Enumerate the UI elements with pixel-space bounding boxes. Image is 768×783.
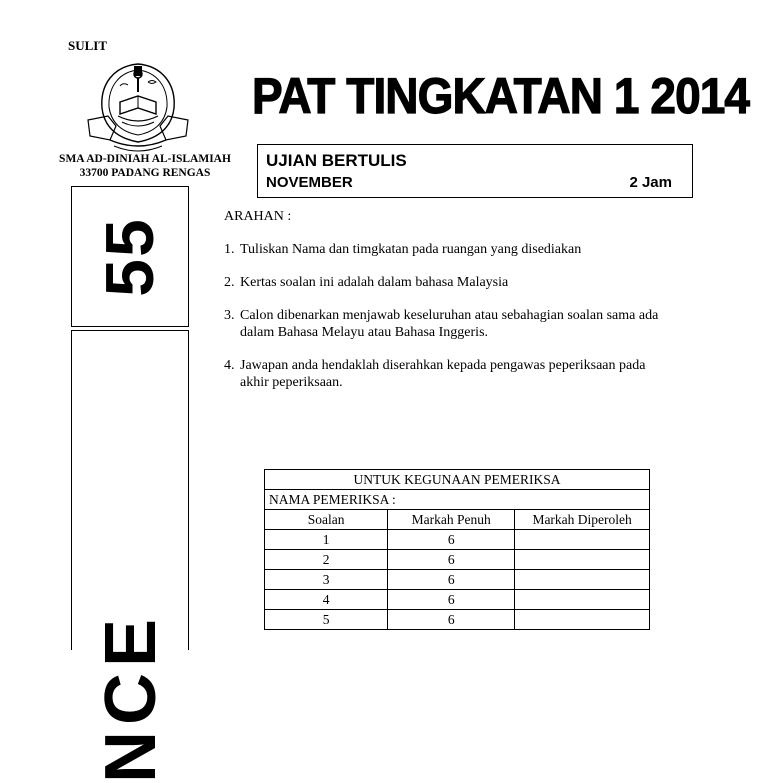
question-number: 1 (265, 530, 388, 550)
sulit-label: SULIT (68, 38, 108, 53)
question-number: 2 (265, 550, 388, 570)
column-header: Markah Diperoleh (515, 510, 650, 530)
mark-obtained-cell[interactable] (515, 590, 650, 610)
instruction-item (224, 274, 664, 291)
full-mark: 6 (388, 570, 515, 590)
school-info (40, 152, 250, 180)
table-row (265, 610, 650, 630)
table-row (265, 590, 650, 610)
column-header: Markah Penuh (388, 510, 515, 530)
instruction-text: Tuliskan Nama dan timgkatan pada ruangan yang disediakan (240, 242, 582, 257)
instructions (224, 208, 664, 407)
instruction-text: Calon dibenarkan menjawab keseluruhan atau sebahagian soalan sama ada dalam Bahasa Melayu atau Bahasa Inggeris. (240, 308, 659, 340)
instructions-list (224, 241, 664, 391)
question-number: 3 (265, 570, 388, 590)
school-name: SMA AD-DINIAH AL-ISLAMIAH (59, 153, 231, 165)
mark-obtained-cell[interactable] (515, 570, 650, 590)
test-month: NOVEMBER (266, 174, 353, 191)
test-type: UJIAN BERTULIS (266, 151, 407, 170)
table-row (265, 530, 650, 550)
instructions-heading: ARAHAN : (224, 209, 292, 224)
table-row (265, 570, 650, 590)
full-mark: 6 (388, 610, 515, 630)
question-number: 4 (265, 590, 388, 610)
question-number: 5 (265, 610, 388, 630)
instruction-number: 4. (224, 358, 235, 373)
examiner-table (264, 469, 650, 630)
table-row (265, 550, 650, 570)
full-mark: 6 (388, 550, 515, 570)
instruction-item (224, 357, 664, 391)
test-info-box (257, 144, 693, 198)
instruction-number: 3. (224, 308, 235, 323)
mark-obtained-cell[interactable] (515, 530, 650, 550)
instruction-item (224, 307, 664, 341)
instruction-text: Kertas soalan ini adalah dalam bahasa Malaysia (240, 275, 509, 290)
subject-box (71, 330, 189, 783)
school-crest-icon (86, 60, 190, 154)
mark-obtained-cell[interactable] (515, 550, 650, 570)
full-mark: 6 (388, 530, 515, 550)
examiner-name-field[interactable]: NAMA PEMERIKSA : (265, 490, 650, 510)
instruction-text: Jawapan anda hendaklah diserahkan kepada pengawas peperiksaan pada akhir peperiksaan. (240, 358, 646, 390)
column-header: Soalan (265, 510, 388, 530)
table-header-row (265, 510, 650, 530)
instruction-number: 2. (224, 275, 235, 290)
mark-obtained-cell[interactable] (515, 610, 650, 630)
test-duration: 2 Jam (629, 174, 672, 191)
school-address: 33700 PADANG RENGAS (79, 167, 211, 179)
full-mark: 6 (388, 590, 515, 610)
paper-code-box (71, 186, 189, 327)
instruction-number: 1. (224, 242, 235, 257)
paper-code: 55 (92, 216, 168, 297)
examiner-table-title: UNTUK KEGUNAAN PEMERIKSA (265, 470, 650, 490)
instruction-item (224, 241, 664, 258)
subject-name: NCE (91, 612, 171, 783)
page-title: PAT TINGKATAN 1 2014 (252, 68, 750, 124)
